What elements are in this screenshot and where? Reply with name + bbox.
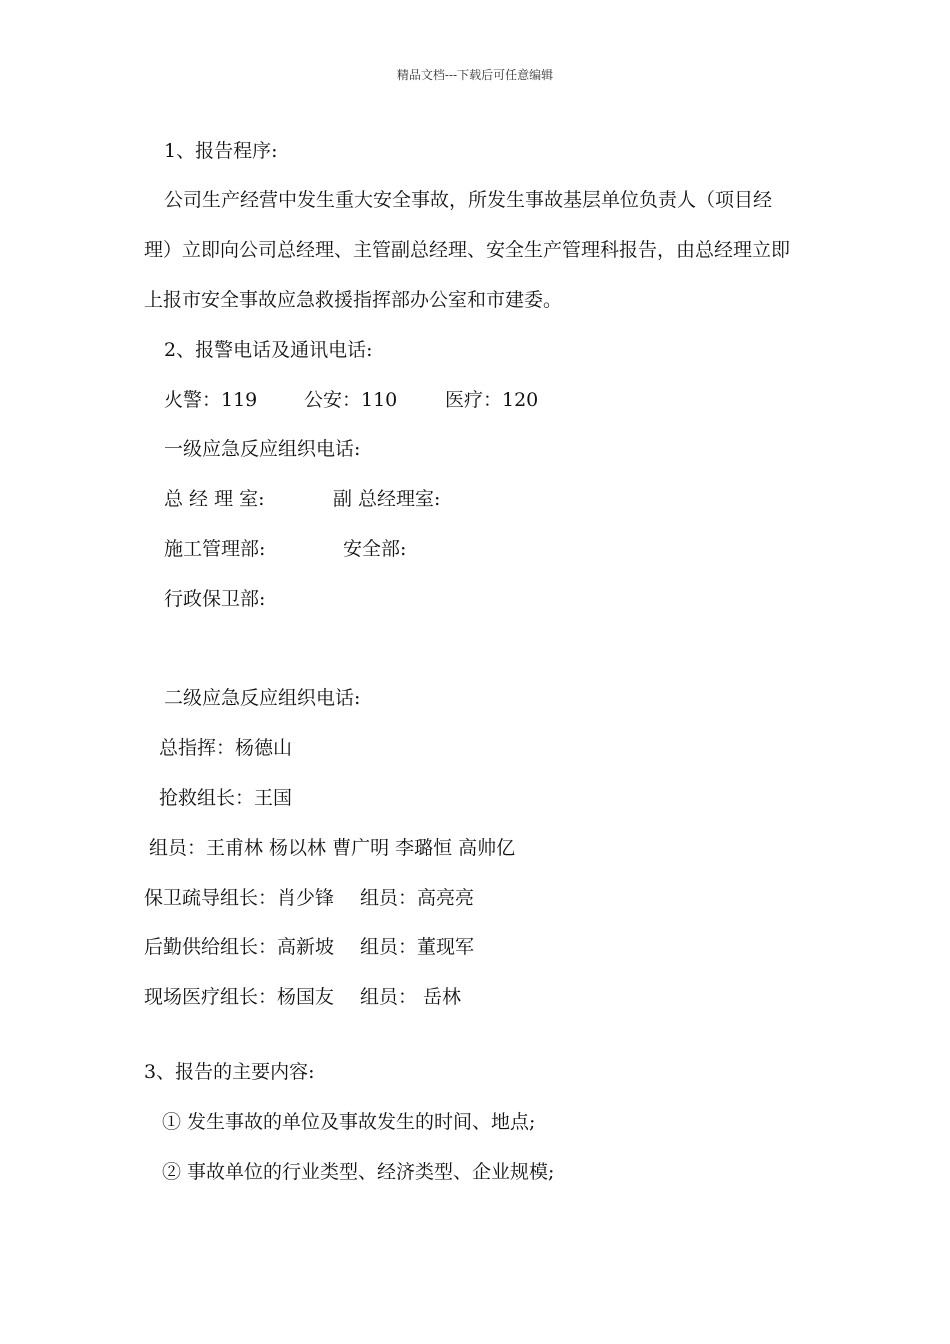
section3-item-2: ② 事故单位的行业类型、经济类型、企业规模;	[162, 1161, 555, 1183]
level1-title: 一级应急反应组织电话:	[164, 438, 361, 460]
section1-heading: 1、报告程序:	[164, 140, 278, 162]
construction-dept-label: 施工管理部:	[164, 538, 266, 560]
page-header: 精品文档---下载后可任意编辑	[396, 68, 554, 82]
rescue-members: 组员：王甫林 杨以林 曹广明 李璐恒 高帅亿	[149, 837, 516, 859]
section3-heading: 3、报告的主要内容:	[144, 1061, 315, 1083]
section2-heading: 2、报警电话及通讯电话:	[164, 339, 373, 361]
deputy-gm-office-label: 副 总经理室:	[333, 488, 441, 510]
medical-phone: 医疗：120	[445, 389, 539, 411]
level2-title: 二级应急反应组织电话:	[164, 687, 361, 709]
rescue-leader: 抢救组长：王国	[159, 787, 293, 809]
admin-security-dept-label: 行政保卫部:	[164, 588, 266, 610]
fire-phone: 火警：119	[164, 389, 258, 411]
commander: 总指挥：杨德山	[159, 737, 293, 759]
section1-paragraph-line-3: 上报市安全事故应急救援指挥部办公室和市建委。	[144, 289, 563, 311]
section3-item-1: ① 发生事故的单位及事故发生的时间、地点;	[162, 1111, 536, 1133]
section1-paragraph-line-2: 理）立即向公司总经理、主管副总经理、安全生产管理科报告，由总经理立即	[144, 239, 791, 261]
safety-dept-label: 安全部:	[343, 538, 407, 560]
medical-members: 组员： 岳林	[360, 986, 462, 1008]
section1-paragraph-line-1: 公司生产经营中发生重大安全事故，所发生事故基层单位负责人（项目经	[164, 189, 773, 211]
logistics-leader: 后勤供给组长：高新坡	[144, 936, 335, 958]
gm-office-label: 总 经 理 室:	[164, 488, 265, 510]
logistics-members: 组员：董现军	[360, 936, 475, 958]
medical-leader: 现场医疗组长：杨国友	[144, 986, 335, 1008]
security-members: 组员：高亮亮	[360, 887, 475, 909]
security-leader: 保卫疏导组长：肖少锋	[144, 887, 335, 909]
police-phone: 公安：110	[304, 389, 398, 411]
